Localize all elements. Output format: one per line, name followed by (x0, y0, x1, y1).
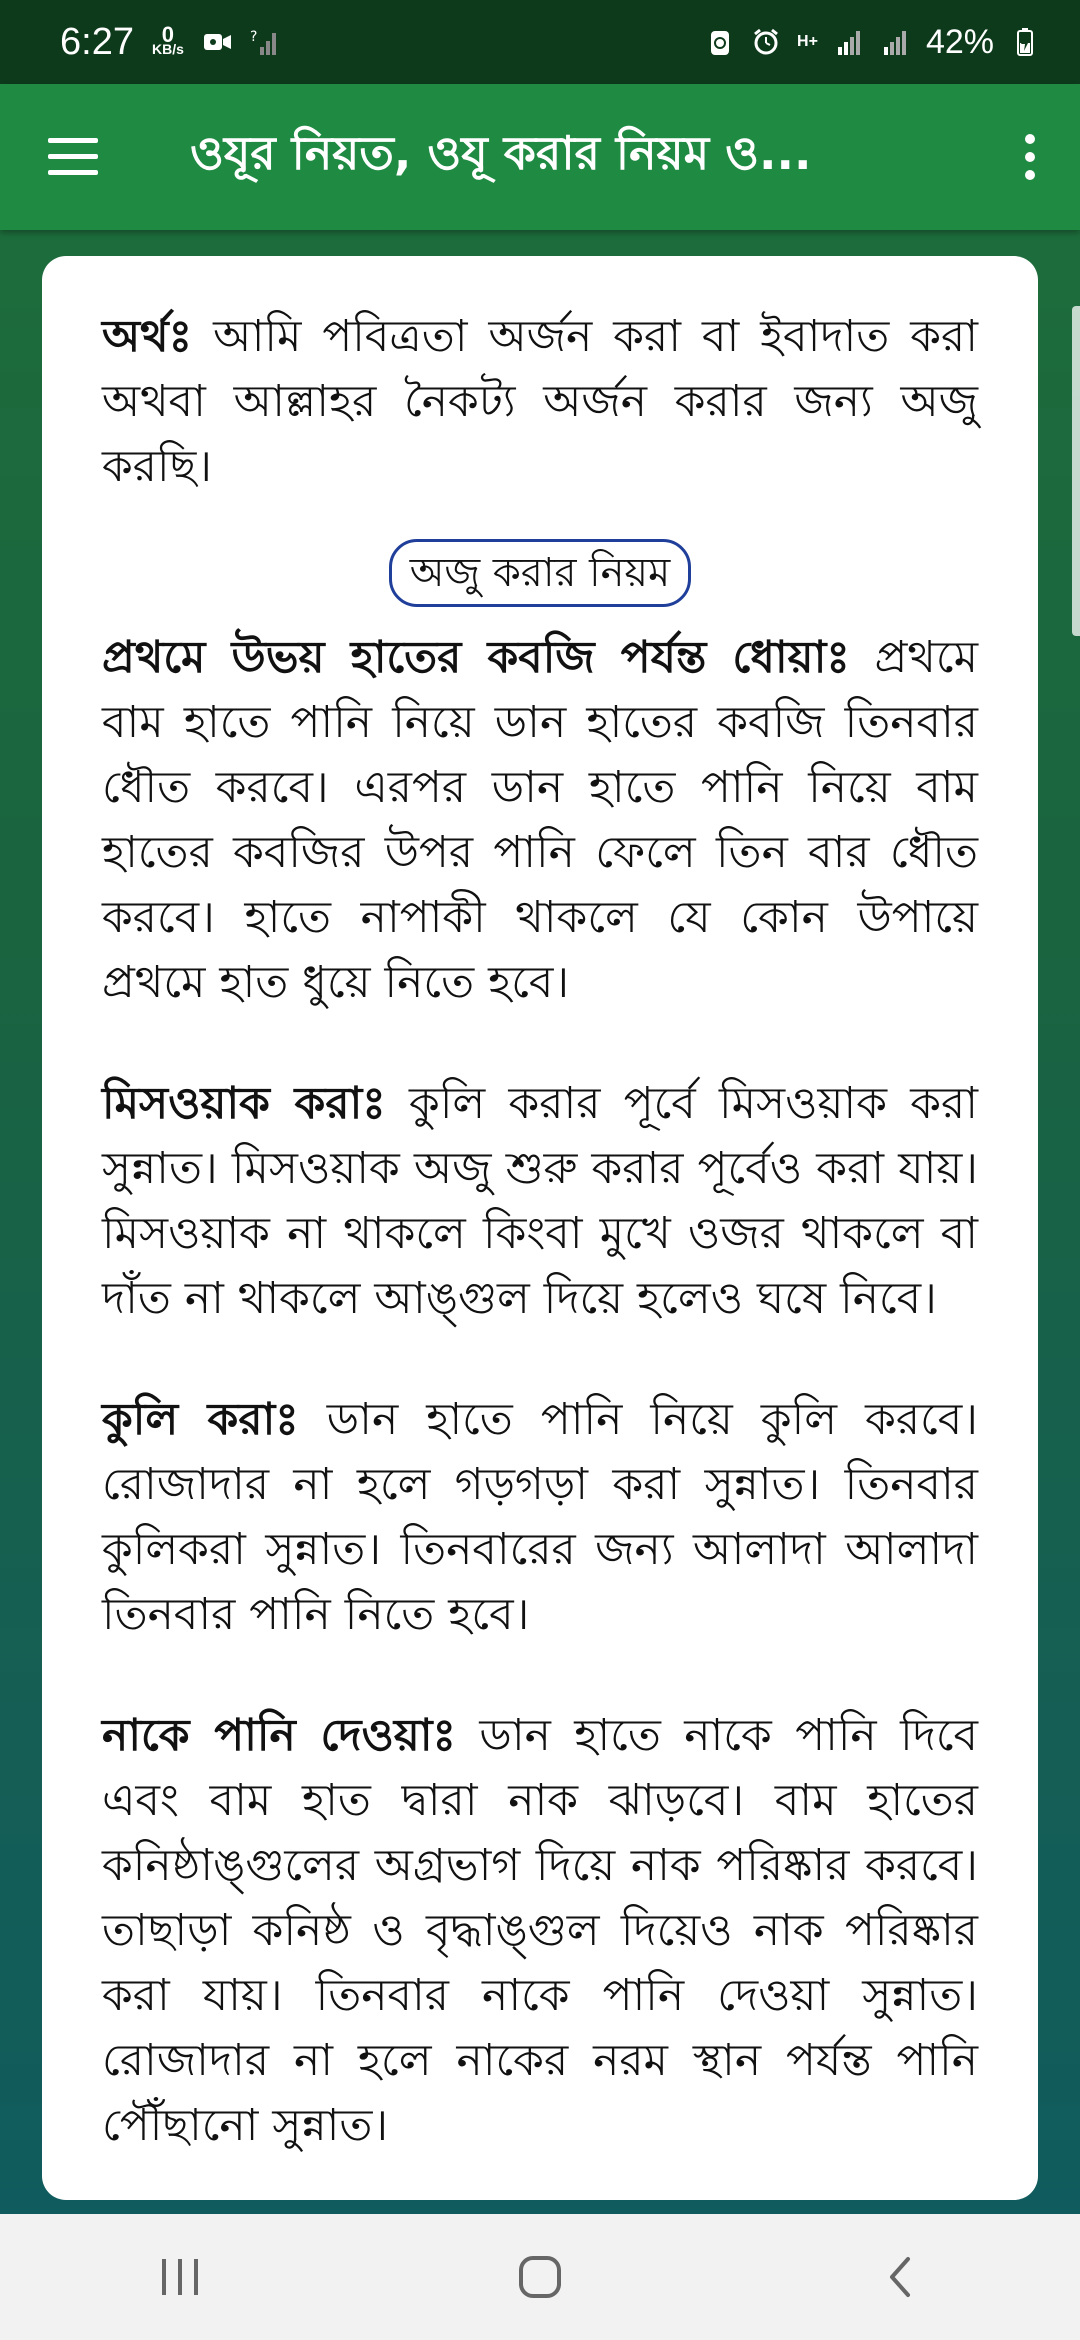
back-button[interactable] (840, 2227, 960, 2327)
system-nav-bar (0, 2214, 1080, 2340)
step-paragraph (102, 1387, 978, 1647)
step-text: প্রথমে বাম হাতে পানি নিয়ে ডান হাতের কবজি তিনবার ধৌত করবে। এরপর ডান হাতে পানি নিয়ে বাম হাতের কবজির উপর পানি ফেলে তিন বার ধৌত করবে। হাতে নাপাকী থাকলে যে কোন উপায়ে প্রথমে হাত ধুয়ে নিতে হবে। (102, 632, 978, 1008)
battery-percent: 42% (925, 22, 994, 61)
meaning-paragraph (102, 304, 978, 499)
content-card[interactable] (42, 256, 1038, 2200)
meaning-text: আমি পবিত্রতা অর্জন করা বা ইবাদাত করা অথবা আল্লাহর নৈকট্য অর্জন করার জন্য অজু করছি। (102, 311, 978, 492)
page-title: ওযূর নিয়ত, ওযূ করার নিয়ম ও... (190, 126, 812, 180)
step-paragraph (102, 625, 978, 1015)
battery-charging-icon (1010, 27, 1040, 57)
hamburger-menu-icon (48, 138, 98, 176)
more-vertical-icon (1025, 134, 1035, 144)
back-icon (884, 2253, 916, 2301)
no-signal-icon (250, 27, 280, 57)
article-content (42, 256, 1038, 2158)
video-camera-icon (202, 27, 232, 57)
network-type: H+ (797, 33, 818, 50)
recent-apps-button[interactable] (120, 2227, 240, 2327)
svg-text:?: ? (249, 29, 258, 45)
section-heading: অজু করার নিয়ম (389, 539, 692, 607)
step-text: ডান হাতে নাকে পানি দিবে এবং বাম হাত দ্বারা নাক ঝাড়বে। বাম হাতের কনিষ্ঠাঙ্গুলের অগ্রভাগ দিয়ে নাক পরিষ্কার করবে। তাছাড়া কনিষ্ঠ ও বৃদ্ধাঙ্গুল দিয়েও নাক পরিষ্কার করা যায়। তিনবার নাকে পানি দেওয়া সুন্নাত। রোজাদার না হলে নাকের নরম স্থান পর্যন্ত পানি পৌঁছানো সুন্নাত। (102, 1710, 978, 2151)
step-heading: নাকে পানি দেওয়াঃ (102, 1710, 456, 1761)
meaning-heading: অর্থঃ (102, 311, 193, 362)
step-heading: প্রথমে উভয় হাতের কবজি পর্যন্ত ধোয়াঃ (102, 632, 850, 683)
home-icon (516, 2253, 564, 2301)
step-text: ডান হাতে পানি নিয়ে কুলি করবে। রোজাদার না হলে গড়গড়া করা সুন্নাত। তিনবার কুলিকরা সুন্নাত। তিনবারের জন্য আলাদা আলাদা তিনবার পানি নিতে হবে। (102, 1394, 978, 1640)
recent-apps-icon (158, 2257, 202, 2297)
network-speed-value: 0 (161, 22, 175, 47)
network-speed-unit: KB/s (151, 41, 184, 57)
status-time: 6:27 (60, 20, 134, 63)
more-options-button[interactable] (980, 84, 1080, 230)
home-button[interactable] (480, 2227, 600, 2327)
step-paragraph (102, 1071, 978, 1331)
step-paragraph (102, 1703, 978, 2158)
step-heading: কুলি করাঃ (102, 1394, 299, 1445)
network-speed (151, 22, 184, 57)
alarm-icon (751, 27, 781, 57)
signal-strength-2-icon (880, 27, 910, 57)
hamburger-menu-button[interactable] (0, 84, 146, 230)
scrollbar[interactable] (1072, 306, 1080, 636)
app-bar (0, 84, 1080, 230)
signal-strength-icon (834, 27, 864, 57)
step-text: কুলি করার পূর্বে মিসওয়াক করা সুন্নাত। মিসওয়াক অজু শুরু করার পূর্বেও করা যায়। মিসওয়াক না থাকলে কিংবা মুখে ওজর থাকলে বা দাঁত না থাকলে আঙ্গুল দিয়ে হলেও ঘষে নিবে। (102, 1078, 978, 1324)
section-heading-wrap (102, 539, 978, 607)
recycle-notification-icon (705, 27, 735, 57)
status-bar (0, 0, 1080, 84)
step-heading: মিসওয়াক করাঃ (102, 1078, 386, 1129)
